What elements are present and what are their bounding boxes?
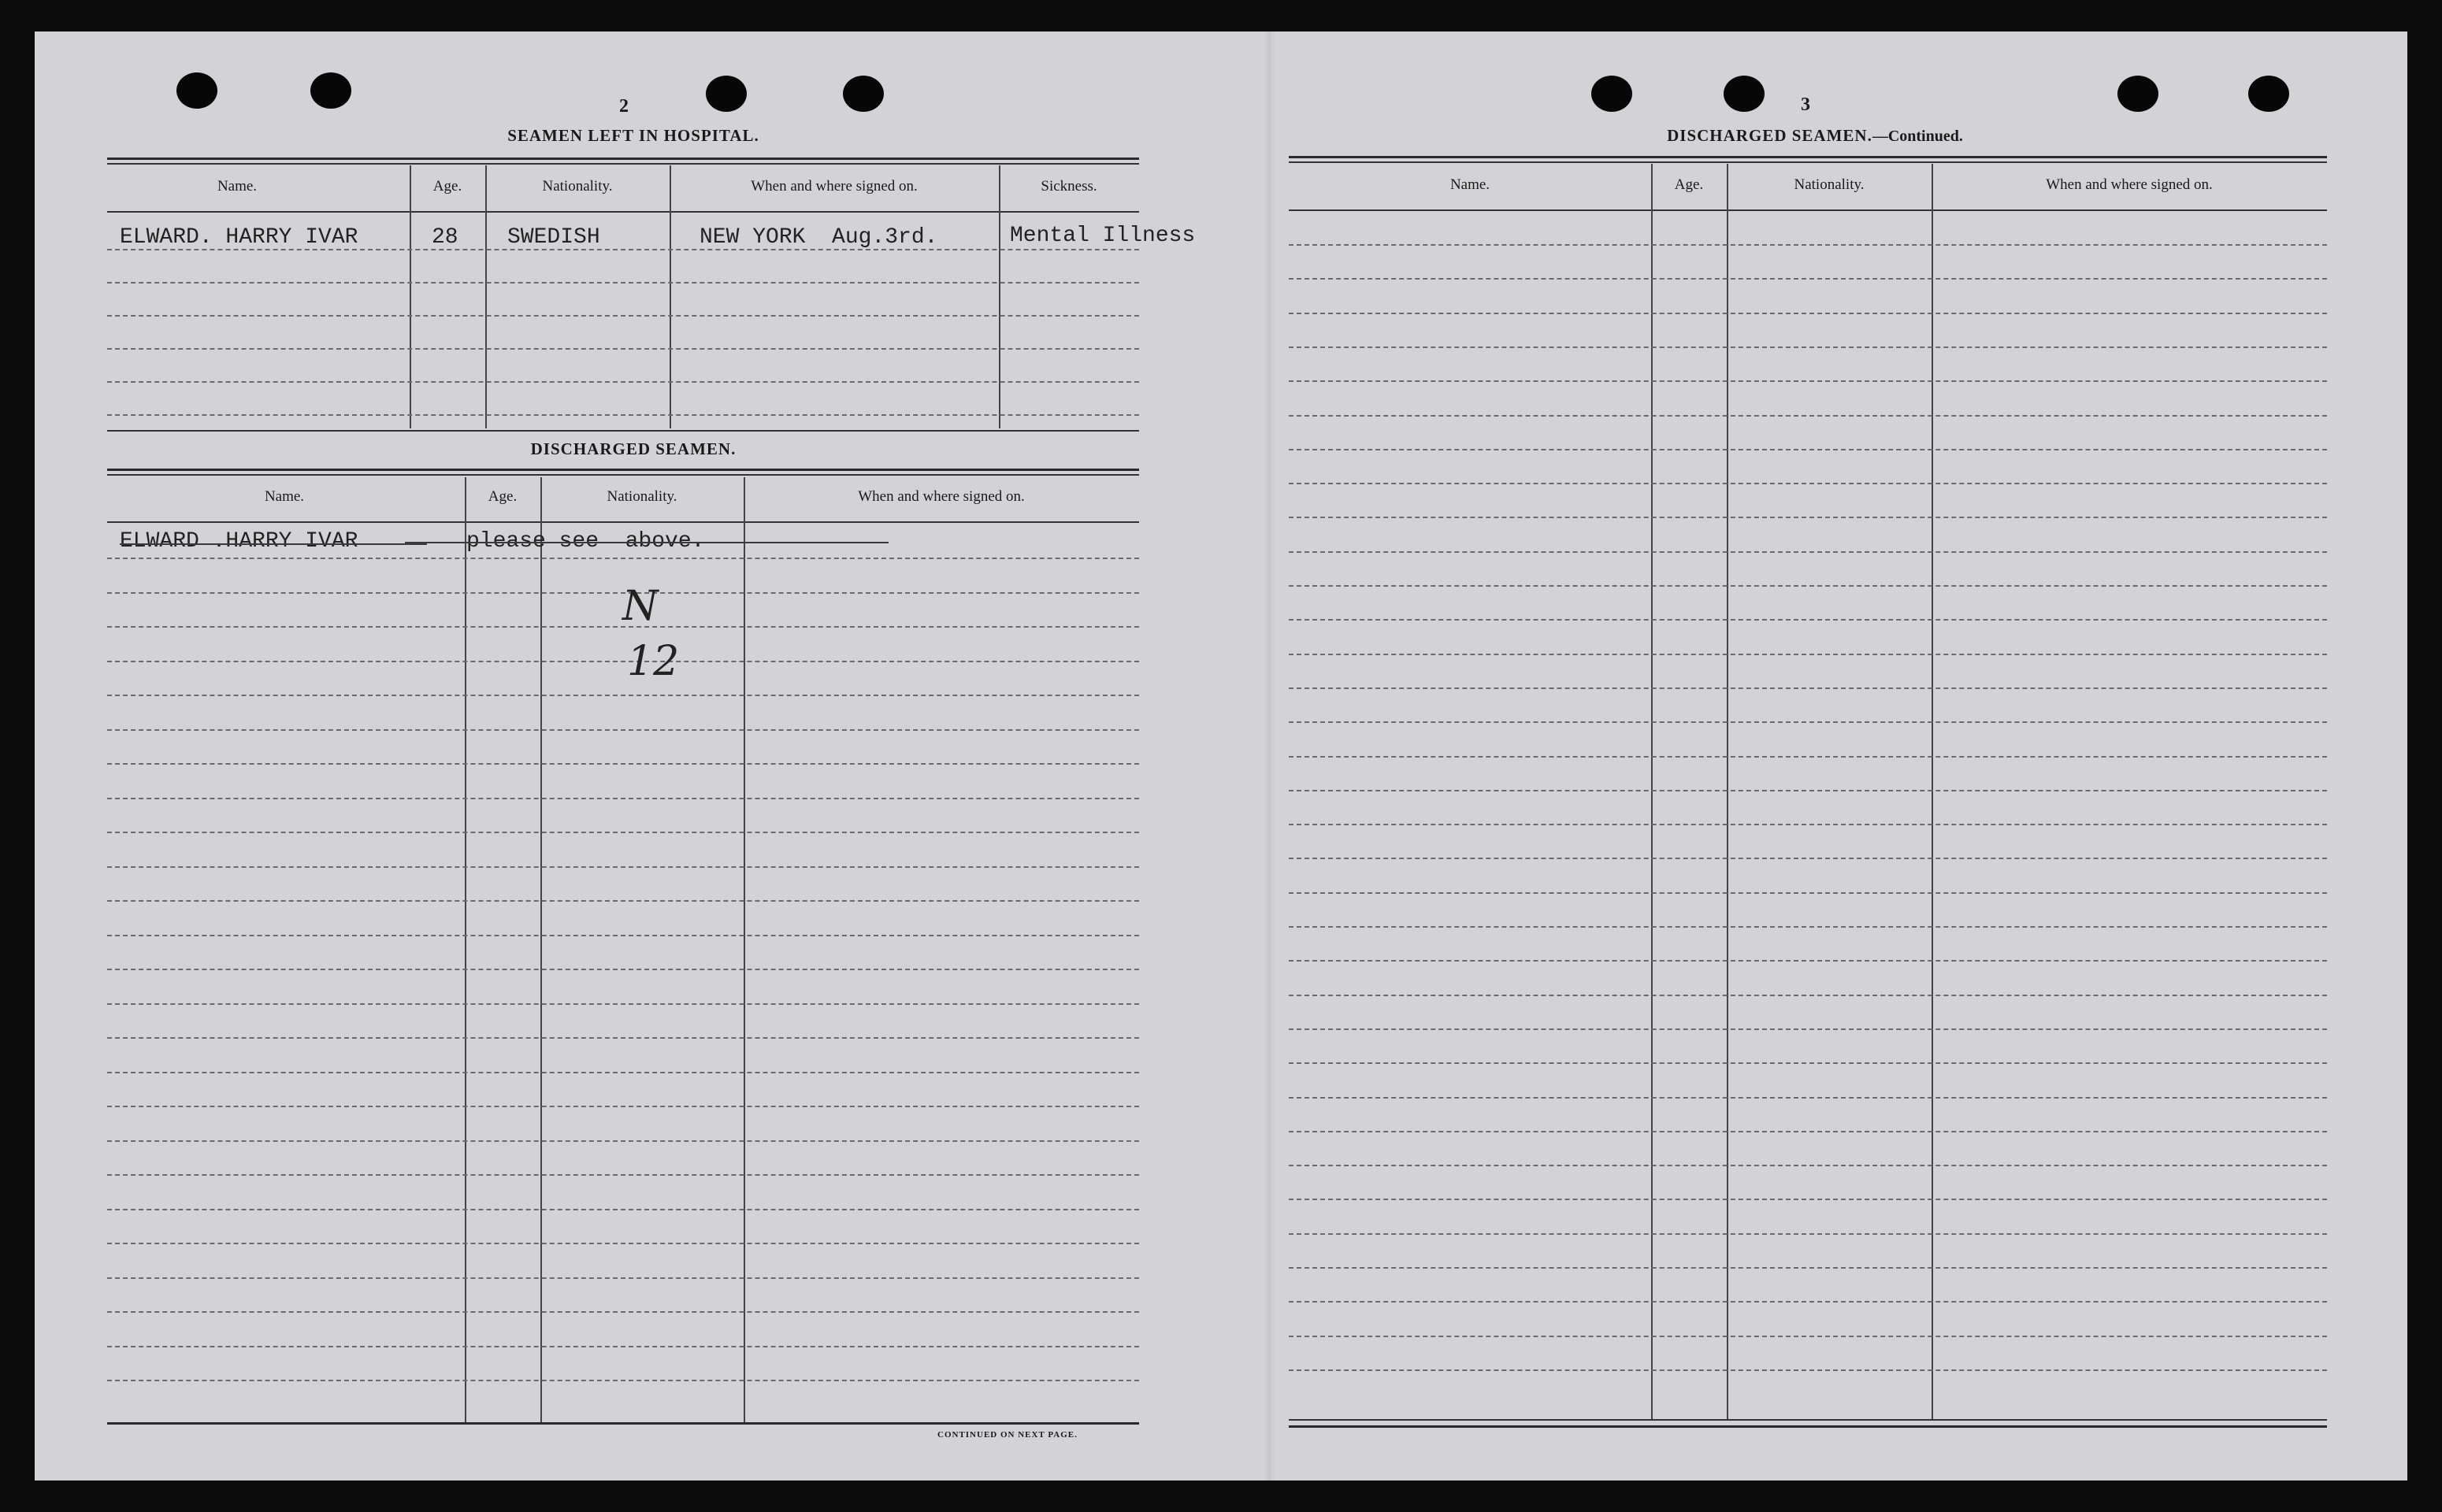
discharged-continued-title: DISCHARGED SEAMEN.—Continued.	[1667, 126, 1963, 145]
column-header-sickness: Sickness.	[1041, 178, 1097, 195]
ruled-line	[1289, 1028, 2327, 1030]
column-header-age: Age.	[488, 488, 518, 505]
ruled-line	[1289, 926, 2327, 928]
ruled-line	[107, 1106, 1139, 1107]
ruled-line	[1289, 824, 2327, 825]
column-header-age: Age.	[1674, 176, 1704, 193]
punch-hole	[2248, 76, 2289, 112]
punch-hole	[310, 72, 351, 109]
handwritten-mark: N	[622, 583, 659, 630]
ruled-line	[107, 414, 1139, 416]
ruled-line	[107, 935, 1139, 936]
ruled-line	[1289, 517, 2327, 518]
ruled-line	[1289, 449, 2327, 450]
hospital-row-signed-on: NEW YORK Aug.3rd.	[700, 225, 938, 250]
ruled-line	[107, 729, 1139, 731]
ruled-line	[1289, 790, 2327, 791]
ruled-line	[107, 1174, 1139, 1176]
ruled-line	[1289, 721, 2327, 723]
ruled-line	[1289, 995, 2327, 996]
handwritten-mark: 12	[627, 638, 680, 685]
ruled-line	[107, 315, 1139, 317]
column-header-name: Name.	[217, 178, 258, 195]
ruled-line	[107, 1003, 1139, 1005]
column-header-name: Name.	[1449, 176, 1490, 193]
ruled-line	[107, 763, 1139, 765]
ruled-line	[1289, 1131, 2327, 1132]
ruled-line	[107, 661, 1139, 662]
discharged-row-note: please see above.	[466, 529, 705, 554]
ruled-line	[107, 695, 1139, 696]
ruled-line	[1289, 756, 2327, 758]
ruled-line	[1289, 1062, 2327, 1064]
ruled-line	[1289, 244, 2327, 246]
hospital-row-name: ELWARD. HARRY IVAR	[120, 225, 358, 250]
ruled-line	[107, 900, 1139, 902]
punch-hole	[843, 76, 884, 112]
ruled-line	[1289, 585, 2327, 587]
ruled-line	[1289, 1165, 2327, 1166]
column-header-age: Age.	[432, 178, 462, 195]
punch-hole	[176, 72, 217, 109]
ruled-line	[1289, 858, 2327, 859]
hospital-section-title: SEAMEN LEFT IN HOSPITAL.	[507, 126, 759, 145]
ruled-line	[1289, 1233, 2327, 1235]
ruled-line	[1289, 960, 2327, 962]
ruled-line	[107, 282, 1139, 284]
ruled-line	[1289, 278, 2327, 280]
ruled-line	[107, 1311, 1139, 1313]
ruled-line	[1289, 1301, 2327, 1303]
ruled-line	[107, 1209, 1139, 1210]
ruled-line	[1289, 1336, 2327, 1337]
column-header-nationality: Nationality.	[607, 488, 677, 505]
ruled-line	[1289, 346, 2327, 348]
ruled-line	[107, 1072, 1139, 1073]
ruled-line	[107, 969, 1139, 970]
ruled-line	[1289, 313, 2327, 314]
ruled-line	[107, 1380, 1139, 1381]
ruled-line	[107, 348, 1139, 350]
page-number: 2	[619, 96, 629, 117]
ruled-line	[1289, 1199, 2327, 1200]
ruled-line	[107, 1140, 1139, 1142]
ruled-line	[107, 798, 1139, 799]
column-header-name: Name.	[264, 488, 305, 505]
ruled-line	[1289, 1267, 2327, 1269]
ruled-line	[107, 832, 1139, 833]
column-header-nationality: Nationality.	[542, 178, 613, 195]
column-header-signed-on: When and where signed on.	[858, 488, 1025, 505]
ruled-line	[1289, 619, 2327, 621]
discharged-row-name: ELWARD .HARRY IVAR	[120, 529, 358, 554]
ruled-line	[107, 1243, 1139, 1244]
column-header-signed-on: When and where signed on.	[2046, 176, 2213, 193]
discharged-section-title: DISCHARGED SEAMEN.	[530, 439, 737, 458]
ruled-line	[107, 866, 1139, 868]
column-header-nationality: Nationality.	[1794, 176, 1865, 193]
ruled-line	[1289, 687, 2327, 689]
ruled-line	[1289, 551, 2327, 553]
ruled-line	[1289, 380, 2327, 382]
ruled-line	[1289, 415, 2327, 417]
ruled-line	[107, 381, 1139, 383]
manifest-sheet	[35, 32, 2407, 1480]
page-number: 3	[1801, 94, 1810, 115]
punch-hole	[706, 76, 747, 112]
ruled-line	[1289, 1369, 2327, 1371]
ruled-line	[107, 1346, 1139, 1347]
ruled-line	[107, 558, 1139, 559]
ruled-line	[1289, 1097, 2327, 1099]
hospital-row-sickness: Mental Illness	[1010, 224, 1196, 248]
ruled-line	[1289, 654, 2327, 655]
continued-footer: CONTINUED ON NEXT PAGE.	[937, 1430, 1078, 1440]
ruled-line	[1289, 483, 2327, 484]
ruled-line	[1289, 892, 2327, 894]
hospital-row-age: 28	[432, 225, 458, 250]
punch-hole	[1591, 76, 1632, 112]
ruled-line	[107, 1037, 1139, 1039]
column-header-signed-on: When and where signed on.	[751, 178, 918, 195]
hospital-row-nationality: SWEDISH	[507, 225, 600, 250]
page-fold	[1264, 32, 1275, 1480]
punch-hole	[1724, 76, 1765, 112]
punch-hole	[2117, 76, 2158, 112]
ruled-line	[107, 1277, 1139, 1279]
